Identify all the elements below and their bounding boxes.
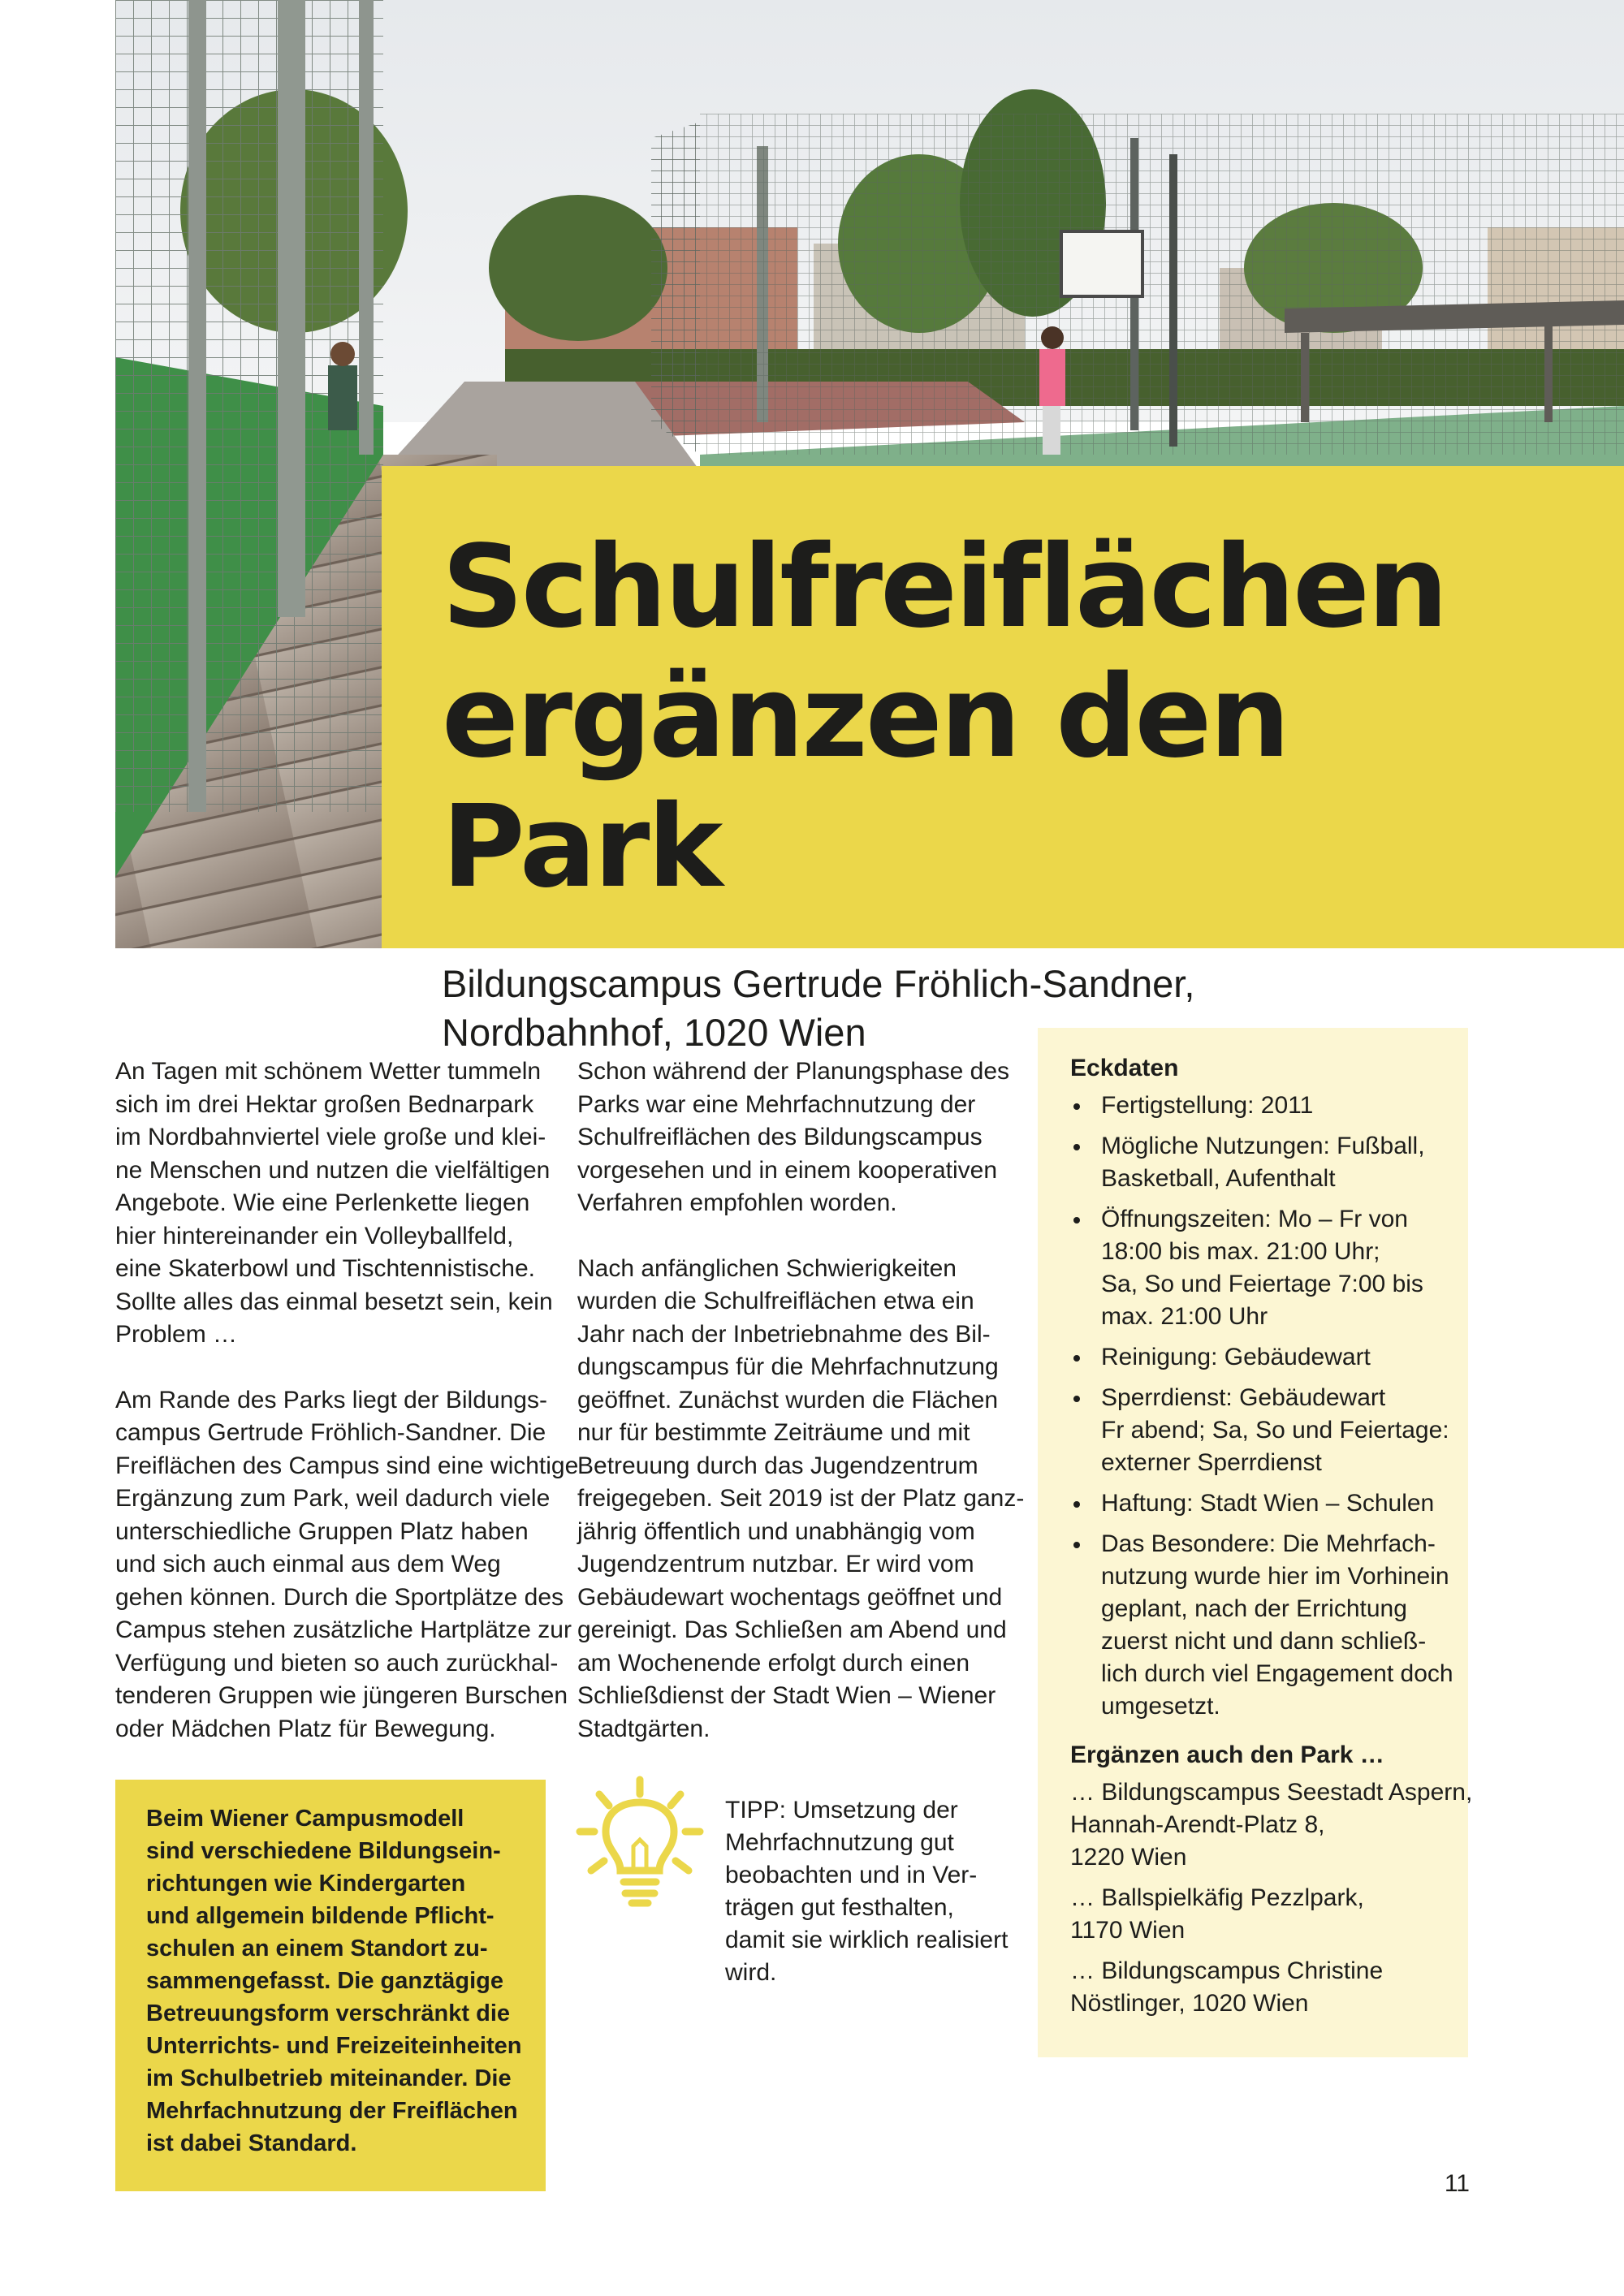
text-line: max. 21:00 Uhr xyxy=(1101,1303,1268,1330)
paragraph xyxy=(577,1055,1016,1220)
text-line: Basketball, Aufenthalt xyxy=(1101,1165,1336,1192)
list-item xyxy=(1070,1382,1449,1479)
text-line: ist dabei Standard. xyxy=(146,2130,357,2156)
lightbulb-icon xyxy=(575,1775,705,1908)
text-line: Sperrdienst: Gebäudewart xyxy=(1101,1384,1386,1411)
title-line: ergänzen den Park xyxy=(442,651,1289,913)
text-line: An Tagen mit schönem Wetter tummeln xyxy=(115,1058,542,1085)
text-line: Beim Wiener Campusmodell xyxy=(146,1806,464,1832)
text-line: Am Rande des Parks liegt der Bildungs- xyxy=(115,1386,547,1413)
text-line: geöffnet. Zunächst wurden die Flächen xyxy=(577,1386,999,1413)
text-line: Gebäudewart wochentags geöffnet und xyxy=(577,1583,1003,1611)
text-line: campus Gertrude Fröhlich-Sandner. Die xyxy=(115,1419,546,1446)
text-line: Das Besondere: Die Mehrfach- xyxy=(1101,1530,1436,1557)
text-line: schulen an einem Standort zu- xyxy=(146,1936,488,1962)
text-line: Ergänzung zum Park, weil dadurch viele xyxy=(115,1485,551,1512)
text-line: Campus stehen zusätzliche Hartplätze zur xyxy=(115,1616,572,1643)
text-line: Verfügung und bieten so auch zurückhal- xyxy=(115,1649,559,1677)
text-column-1 xyxy=(115,1055,579,1778)
list-item xyxy=(1070,1130,1449,1195)
text-line: nutzung wurde hier im Vorhinein xyxy=(1101,1563,1449,1590)
list-item xyxy=(1070,1341,1449,1374)
page-title xyxy=(442,523,1567,913)
text-line: im Schulbetrieb miteinander. Die xyxy=(146,2065,512,2091)
text-line: Sa, So und Feiertage 7:00 bis xyxy=(1101,1271,1423,1297)
text-line: vorgesehen und in einem kooperativen xyxy=(577,1156,998,1184)
paragraph xyxy=(577,1253,1025,1746)
text-line: Haftung: Stadt Wien – Schulen xyxy=(1101,1490,1435,1517)
title-panel xyxy=(382,466,1624,1054)
subtitle-line: Nordbahnhof, 1020 Wien xyxy=(442,1011,866,1054)
page-number: 11 xyxy=(1444,2170,1470,2197)
related-item xyxy=(1070,1882,1449,1947)
text-line: Parks war eine Mehrfachnutzung der xyxy=(577,1090,976,1118)
text-line: … Bildungscampus Christine xyxy=(1070,1957,1384,1984)
text-line: zuerst nicht und dann schließ- xyxy=(1101,1628,1427,1655)
text-line: Mehrfachnutzung gut xyxy=(725,1829,954,1856)
text-line: Stadtgärten. xyxy=(577,1715,710,1742)
text-line: Reinigung: Gebäudewart xyxy=(1101,1344,1371,1370)
text-line: eine Skaterbowl und Tischtennistische. xyxy=(115,1255,535,1282)
text-line: Schon während der Planungsphase des xyxy=(577,1058,1010,1085)
text-line: Verfahren empfohlen worden. xyxy=(577,1189,897,1216)
text-line: Fertigstellung: 2011 xyxy=(1101,1092,1314,1119)
text-line: Freiflächen des Campus sind eine wichtige xyxy=(115,1452,579,1479)
text-line: Betreuung durch das Jugendzentrum xyxy=(577,1452,978,1479)
text-line: … Ballspielkäfig Pezzlpark, xyxy=(1070,1884,1364,1911)
text-line: unterschiedliche Gruppen Platz haben xyxy=(115,1517,529,1545)
text-line: Öffnungszeiten: Mo – Fr von xyxy=(1101,1206,1408,1232)
tip-text xyxy=(725,1794,1034,1989)
campus-model-info-box xyxy=(115,1780,546,2191)
text-line: freigegeben. Seit 2019 ist der Platz ganz- xyxy=(577,1485,1025,1512)
text-line: Fr abend; Sa, So und Feiertage: xyxy=(1101,1417,1449,1444)
text-column-2 xyxy=(577,1055,1025,1778)
text-line: Sollte alles das einmal besetzt sein, kein xyxy=(115,1288,553,1315)
text-line: Jahr nach der Inbetriebnahme des Bil- xyxy=(577,1320,991,1348)
text-line: wird. xyxy=(725,1959,777,1986)
related-item xyxy=(1070,1776,1473,1874)
text-line: Nach anfänglichen Schwierigkeiten xyxy=(577,1254,957,1282)
text-line: oder Mädchen Platz für Bewegung. xyxy=(115,1715,496,1742)
paragraph xyxy=(115,1055,554,1352)
text-line: wurden die Schulfreiflächen etwa ein xyxy=(577,1288,974,1314)
text-line: sich im drei Hektar großen Bednarpark xyxy=(115,1090,534,1118)
text-line: und allgemein bildende Pflicht- xyxy=(146,1903,495,1929)
text-line: Angebote. Wie eine Perlenkette liegen xyxy=(115,1189,530,1216)
key-facts-list xyxy=(1070,1090,1453,1723)
related-item xyxy=(1070,1955,1449,2020)
related-heading: Ergänzen auch den Park … xyxy=(1070,1741,1384,1768)
text-line: im Nordbahnviertel viele große und klei- xyxy=(115,1124,546,1150)
text-line: gehen können. Durch die Sportplätze des xyxy=(115,1583,564,1611)
text-line: trägen gut festhalten, xyxy=(725,1894,954,1921)
text-line: nur für bestimmte Zeiträume und mit xyxy=(577,1419,970,1446)
text-line: TIPP: Umsetzung der xyxy=(725,1797,958,1823)
paragraph xyxy=(115,1384,579,1746)
list-item xyxy=(1070,1528,1453,1723)
list-item xyxy=(1070,1203,1449,1333)
text-line: umgesetzt. xyxy=(1101,1693,1220,1720)
list-item xyxy=(1070,1487,1449,1520)
text-line: Schulfreiflächen des Bildungscampus xyxy=(577,1124,983,1150)
key-facts-box xyxy=(1038,1028,1473,2057)
text-line: Hannah-Arendt-Platz 8, xyxy=(1070,1811,1325,1838)
text-line: lich durch viel Engagement doch xyxy=(1101,1660,1453,1687)
text-line: hier hintereinander ein Volleyballfeld, xyxy=(115,1222,514,1249)
text-line: Schließdienst der Stadt Wien – Wiener xyxy=(577,1682,996,1709)
text-line: sammengefasst. Die ganztägige xyxy=(146,1968,503,1994)
text-line: 18:00 bis max. 21:00 Uhr; xyxy=(1101,1238,1380,1265)
text-line: Problem … xyxy=(115,1321,238,1348)
text-line: ne Menschen und nutzen die vielfältigen xyxy=(115,1156,551,1184)
text-line: damit sie wirklich realisiert xyxy=(725,1927,1009,1953)
text-line: gereinigt. Das Schließen am Abend und xyxy=(577,1616,1007,1643)
text-line: 1170 Wien xyxy=(1070,1917,1186,1944)
text-line: externer Sperrdienst xyxy=(1101,1449,1322,1476)
text-line: tenderen Gruppen wie jüngeren Burschen xyxy=(115,1682,568,1709)
text-line: Unterrichts- und Freizeiteinheiten xyxy=(146,2033,522,2059)
text-line: Mögliche Nutzungen: Fußball, xyxy=(1101,1133,1425,1159)
text-line: Mehrfachnutzung der Freiflächen xyxy=(146,2098,518,2124)
text-line: beobachten und in Ver- xyxy=(725,1862,978,1888)
text-line: Betreuungsform verschränkt die xyxy=(146,2000,511,2026)
text-line: jährig öffentlich und unabhängig vom xyxy=(577,1517,975,1545)
text-line: 1220 Wien xyxy=(1070,1844,1187,1871)
list-item xyxy=(1070,1090,1449,1122)
text-line: Jugendzentrum nutzbar. Er wird vom xyxy=(577,1551,974,1577)
text-line: Nöstlinger, 1020 Wien xyxy=(1070,1990,1309,2017)
text-line: sind verschiedene Bildungsein- xyxy=(146,1838,501,1864)
text-line: geplant, nach der Errichtung xyxy=(1101,1595,1407,1622)
text-line: am Wochenende erfolgt durch einen xyxy=(577,1649,970,1677)
subtitle-line: Bildungscampus Gertrude Fröhlich-Sandner, xyxy=(442,962,1195,1005)
text-line: und sich auch einmal aus dem Weg xyxy=(115,1551,501,1577)
text-line: richtungen wie Kindergarten xyxy=(146,1871,466,1897)
text-line: … Bildungscampus Seestadt Aspern, xyxy=(1070,1779,1473,1806)
key-facts-heading: Eckdaten xyxy=(1070,1055,1179,1081)
title-line: Schulfreiflächen xyxy=(442,521,1446,654)
text-line: dungscampus für die Mehrfachnutzung xyxy=(577,1353,999,1380)
